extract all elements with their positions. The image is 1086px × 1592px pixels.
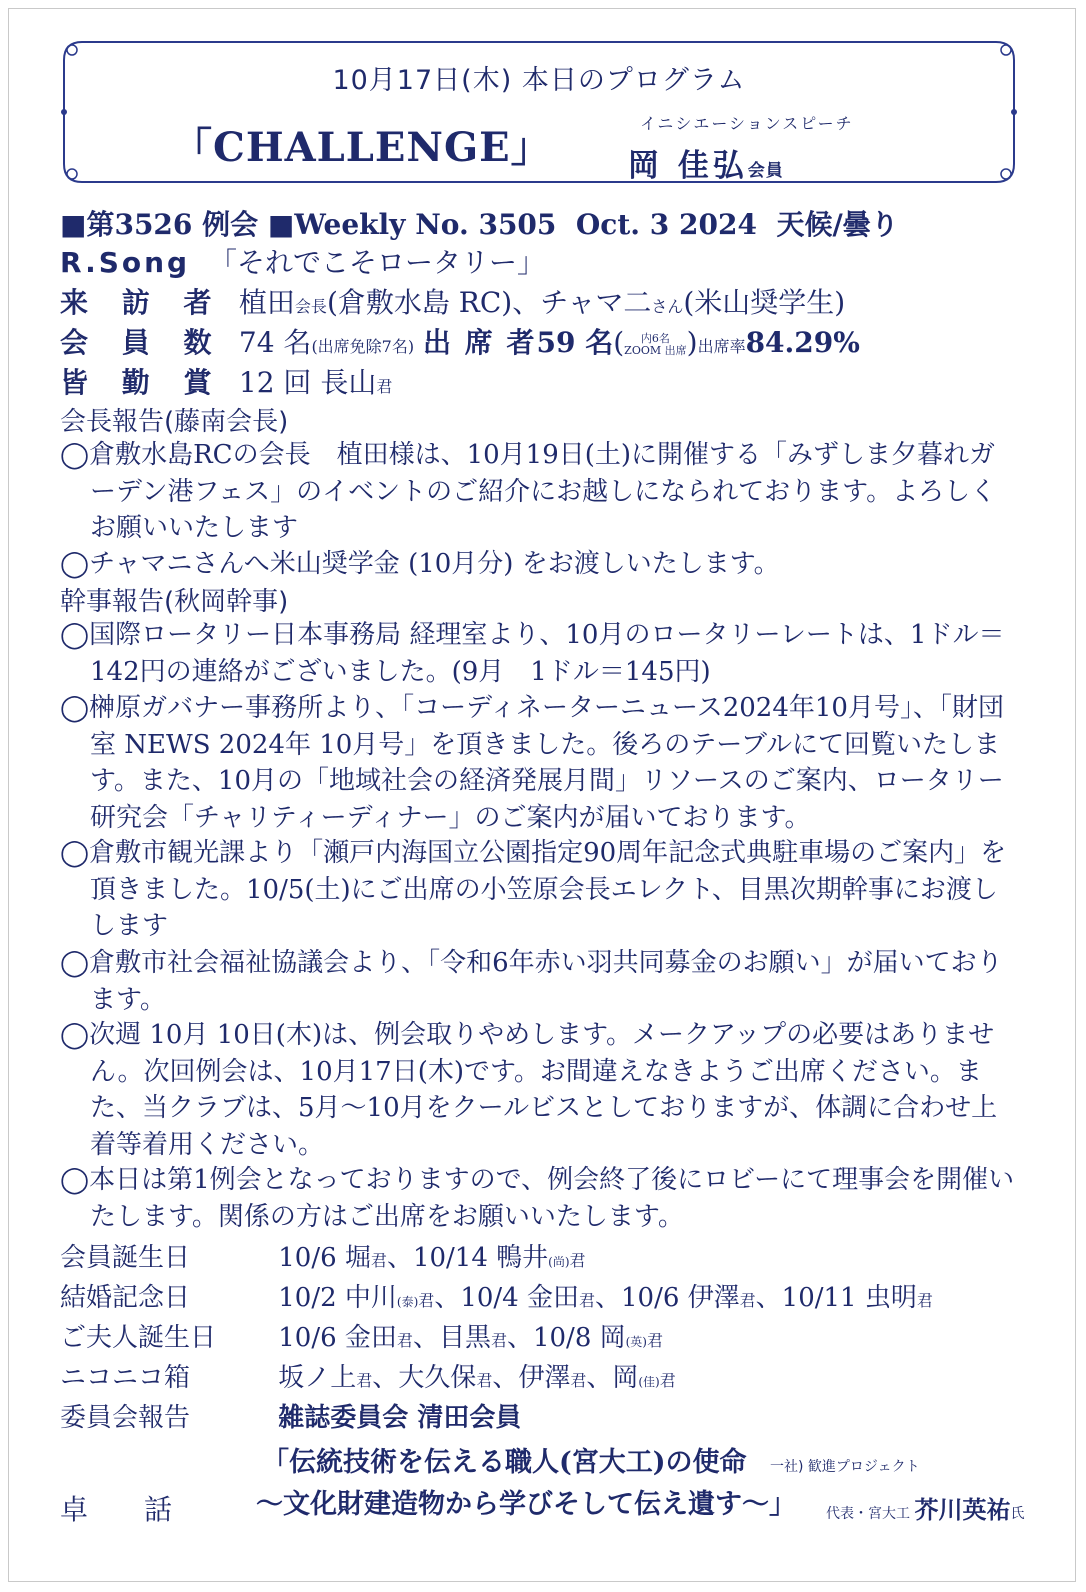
- member-birthday-line: 会員誕生日 10/6 堀君、10/14 鴨井(尚)君: [60, 1237, 586, 1274]
- weekly-number: ■Weekly No. 3505: [267, 208, 557, 241]
- members-line: 会 員 数 74 名(出席免除7名) 出 席 者59 名( 内6名 ZOOM 出席)出席率84.29%: [60, 321, 860, 361]
- talk-label: 卓 話: [60, 1493, 173, 1526]
- weather: 天候/曇り: [776, 208, 899, 241]
- meeting-info-line: [60, 203, 899, 243]
- visitors-line: 来 訪 者 植田会長(倉敷水島 RC)、チャマ二さん(米山奨学生): [60, 281, 845, 321]
- secretary-report-item: ◯国際ロータリー日本事務局 経理室より、10月のロータリーレートは、1ドル＝142円の連絡がございました。(9月 1ドル＝145円): [60, 620, 1005, 687]
- president-report-item: ◯倉敷水島RCの会長 植田様は、10月19日(土)に開催する「みずしま夕暮れガーデン港フェス」のイベントのご紹介にお越しになられております。よろしくお願いいたします: [60, 440, 997, 543]
- secretary-report-item: ◯榊原ガバナー事務所より、「コーディネーターニュース2024年10月号」、「財団室 NEWS 2024年 10月号」を頂きました。後ろのテーブルにて回覧いたします。また、10月の「地域社会の経済発展月間」リソースのご案内、ロータリー研究会「チャリティーディナー」のご案内が届いております。: [60, 693, 1004, 833]
- rotary-song-line: [60, 241, 545, 281]
- president-report-heading: 会長報告(藤南会長): [60, 407, 289, 437]
- members-label: 会 員 数: [60, 326, 224, 359]
- committee-report-label: 委員会報告: [60, 1403, 191, 1433]
- spouse-birthday-label: ご夫人誕生日: [60, 1323, 217, 1353]
- wedding-anniversary-label: 結婚記念日: [60, 1283, 191, 1313]
- secretary-report-item: ◯倉敷市社会福祉協議会より、「令和6年赤い羽共同募金のお願い」が届いております。: [60, 948, 1003, 1015]
- attendance-rate: 84.29%: [745, 326, 860, 359]
- zoom-note: 内6名 ZOOM 出席: [624, 331, 687, 357]
- program-header: [60, 38, 1018, 186]
- program-date-title: 10月17日(木) 本日のプログラム: [332, 65, 746, 96]
- talk-title-line1: 「伝統技術を伝える職人(宮大工)の使命: [262, 1447, 747, 1478]
- spouse-birthday-line: ご夫人誕生日 10/6 金田君、目黒君、10/8 岡(英)君: [60, 1317, 663, 1354]
- committee-report-line: 委員会報告 雑誌委員会 清田会員: [60, 1397, 521, 1434]
- member-birthday-label: 会員誕生日: [60, 1243, 191, 1273]
- program-theme: 「CHALLENGE」: [172, 124, 552, 171]
- wedding-anniversary-line: 結婚記念日 10/2 中川(泰)君、10/4 金田君、10/6 伊澤君、10/11 虫明君: [60, 1277, 933, 1314]
- meeting-date: Oct. 3 2024: [575, 208, 757, 241]
- meeting-number: ■第3526 例会: [60, 208, 259, 241]
- speech-type: イニシエーションスピーチ: [640, 114, 854, 133]
- secretary-report-heading: 幹事報告(秋岡幹事): [60, 587, 289, 617]
- song-label: R.Song: [60, 246, 191, 279]
- secretary-report-item: ◯本日は第1例会となっておりますので、例会終了後にロビーにて理事会を開催いたします。関係の方はご出席をお願いいたします。: [60, 1165, 1015, 1232]
- talk-title-line2: 〜文化財建造物から学びそして伝え遺す〜」: [256, 1489, 796, 1520]
- secretary-report-item: ◯次週 10月 10日(木)は、例会取りやめします。メークアップの必要はありません。次回例会は、10月17日(木)です。お間違えなきようご出席ください。また、当クラブは、5月〜10月をクールビスとしておりますが、体調に合わせ上着等着用ください。: [60, 1020, 998, 1160]
- perfect-attendance-label: 皆 勤 賞: [60, 366, 224, 399]
- talk-speaker: 代表・宮大工 芥川英祐氏: [826, 1495, 1025, 1524]
- talk-organization: 一社) 歓進プロジェクト: [770, 1459, 920, 1475]
- song-title: 「それでこそロータリー」: [209, 246, 546, 279]
- smile-box-label: ニコニコ箱: [60, 1363, 191, 1393]
- speaker-name: 岡 佳弘会員: [628, 148, 784, 184]
- visitors-label: 来 訪 者: [60, 286, 224, 319]
- secretary-report-item: ◯倉敷市観光課より「瀬戸内海国立公園指定90周年記念式典駐車場のご案内」を頂きました。10/5(土)にご出席の小笠原会長エレクト、目黒次期幹事にお渡しします: [60, 838, 1007, 941]
- smile-box-line: ニコニコ箱 坂ノ上君、大久保君、伊澤君、岡(佳)君: [60, 1357, 676, 1394]
- president-report-item: ◯チャマニさんへ米山奨学金 (10月分) をお渡しいたします。: [60, 549, 780, 579]
- perfect-attendance-line: 皆 勤 賞 12 回 長山君: [60, 361, 392, 401]
